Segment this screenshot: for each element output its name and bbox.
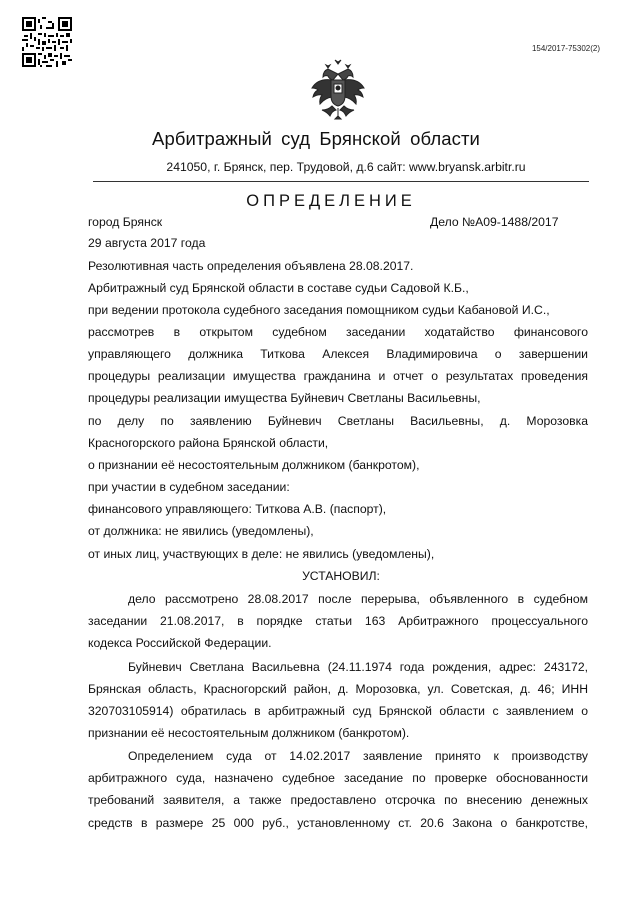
body-line: признании её несостоятельным должником (банкротом). bbox=[88, 726, 410, 740]
document-title: ОПРЕДЕЛЕНИЕ bbox=[246, 192, 416, 210]
intro-line: по делу по заявлению Буйневич Светланы Васильевны, д. Морозовка bbox=[88, 414, 588, 428]
case-number: Дело №А09-1488/2017 bbox=[430, 215, 559, 229]
body-line: Брянская область, Красногорский район, д. Морозовка, ул. Советская, д. 46; ИНН bbox=[88, 682, 588, 696]
body-line: заседании 21.08.2017, в порядке статьи 163 Арбитражного процессуального bbox=[88, 614, 588, 628]
intro-line: от иных лиц, участвующих в деле: не явились (уведомлены), bbox=[88, 547, 435, 561]
body-line: средств в размере 25 000 руб., установленному ст. 20.6 Закона о банкротстве, bbox=[88, 816, 588, 830]
intro-line: управляющего должника Титкова Алексея Владимировича о завершении bbox=[88, 347, 588, 361]
document-number: 154/2017-75302(2) bbox=[531, 44, 600, 53]
intro-line: от должника: не явились (уведомлены), bbox=[88, 524, 314, 538]
intro-line: Красногорского района Брянской области, bbox=[88, 436, 329, 450]
intro-line: о признании её несостоятельным должником (банкротом), bbox=[88, 458, 420, 472]
established-label: УСТАНОВИЛ: bbox=[302, 569, 380, 583]
city: город Брянск bbox=[88, 215, 163, 229]
body-line: требований заявителя, а также предоставлено отсрочка по внесению денежных bbox=[88, 793, 588, 807]
intro-line: финансового управляющего: Титкова А.В. (паспорт), bbox=[88, 502, 387, 516]
body-line: 320703105914) обратилась в арбитражный суд Брянской области с заявлением о bbox=[88, 704, 588, 718]
body-line: арбитражного суда, назначено судебное заседание по проверке обоснованности bbox=[88, 771, 588, 785]
court-address: 241050, г. Брянск, пер. Трудовой, д.6 сайт: www.bryansk.arbitr.ru bbox=[166, 160, 526, 174]
intro-line: Арбитражный суд Брянской области в составе судьи Садовой К.Б., bbox=[88, 281, 469, 295]
document-date: 29 августа 2017 года bbox=[88, 236, 206, 250]
body-line: дело рассмотрено 28.08.2017 после перерыва, объявленного в судебном bbox=[128, 592, 588, 606]
intro-line: процедуры реализации имущества гражданина и отчет о результатах проведения bbox=[88, 369, 588, 383]
intro-line: при ведении протокола судебного заседания помощником судьи Кабановой И.С., bbox=[88, 303, 550, 317]
header-divider bbox=[93, 181, 589, 182]
court-name: Арбитражный суд Брянской области bbox=[152, 128, 480, 149]
body-line: Буйневич Светлана Васильевна (24.11.1974 года рождения, адрес: 243172, bbox=[128, 660, 588, 674]
body-line: кодекса Российской Федерации. bbox=[88, 636, 272, 650]
qr-code bbox=[22, 17, 72, 67]
intro-line: рассмотрев в открытом судебном заседании ходатайство финансового bbox=[88, 325, 588, 339]
coat-of-arms-emblem bbox=[310, 58, 366, 120]
intro-line: при участии в судебном заседании: bbox=[88, 480, 290, 494]
resolution-note: Резолютивная часть определения объявлена 28.08.2017. bbox=[88, 259, 414, 273]
intro-line: процедуры реализации имущества Буйневич Светланы Васильевны, bbox=[88, 391, 481, 405]
body-line: Определением суда от 14.02.2017 заявление принято к производству bbox=[128, 749, 588, 763]
